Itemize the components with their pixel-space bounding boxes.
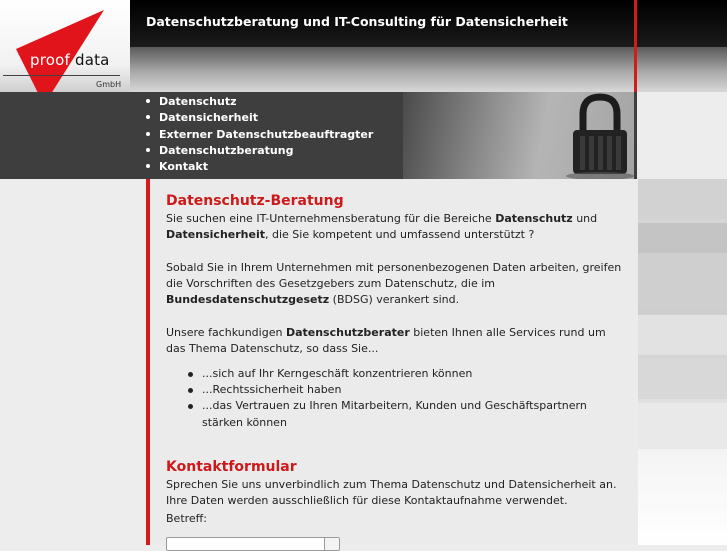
nav-item-label: Datensicherheit xyxy=(159,111,258,125)
intro-text-a: Sie suchen eine IT-Unternehmensberatung für die Bereiche xyxy=(166,212,496,225)
padlock-photo xyxy=(403,92,634,179)
logo-divider xyxy=(3,75,120,76)
nav-item-kontakt[interactable] xyxy=(146,159,373,175)
bullet-icon xyxy=(146,164,150,168)
law-keyword-bdsg: Bundesdatenschutzgesetz xyxy=(166,293,330,307)
subject-label: Betreff: xyxy=(166,512,207,526)
services-text-c: bieten Ihnen alle Services rund um das Thema Datenschutz, so dass Sie... xyxy=(166,326,606,356)
bullet-icon xyxy=(146,148,150,152)
nav-item-externer-datenschutzbeauftragter[interactable] xyxy=(146,127,373,143)
list-item: ...Rechtssicherheit haben xyxy=(186,382,626,398)
nav-item-datenschutz[interactable] xyxy=(146,94,373,110)
site-title: Datenschutzberatung und IT-Consulting für Datensicherheit xyxy=(146,14,568,29)
header-gradient-band xyxy=(130,47,727,92)
list-item: ...das Vertrauen zu Ihren Mitarbeitern, Kunden und Geschäftspartnern stärken können xyxy=(186,398,626,431)
right-decor-column xyxy=(637,179,727,545)
page-heading: Datenschutz-Beratung xyxy=(166,193,344,209)
logo[interactable] xyxy=(30,51,110,69)
intro-keyword-datenschutz: Datenschutz xyxy=(495,212,573,225)
list-item: ...sich auf Ihr Kerngeschäft konzentrieren können xyxy=(186,366,626,382)
chevron-down-icon[interactable] xyxy=(324,538,339,550)
law-paragraph xyxy=(166,260,626,309)
law-text-c: (BDSG) verankert sind. xyxy=(329,293,460,307)
nav-item-label: Datenschutzberatung xyxy=(159,143,294,157)
services-keyword-berater: Datenschutzberater xyxy=(285,326,410,340)
nav-strip xyxy=(0,92,637,179)
intro-paragraph xyxy=(166,211,626,244)
nav-item-datenschutzberatung[interactable] xyxy=(146,143,373,159)
bullet-icon xyxy=(146,115,150,119)
padlock-icon xyxy=(403,92,634,179)
logo-gmbh: GmbH xyxy=(96,80,122,89)
nav-item-label: Externer Datenschutzbeauftragter xyxy=(159,127,374,141)
decor-bands xyxy=(637,179,727,449)
bullet-icon xyxy=(146,99,150,103)
content-inner xyxy=(166,191,626,528)
header xyxy=(0,0,727,92)
services-text-a: Unsere fachkundigen xyxy=(166,326,286,340)
contact-heading: Kontaktformular xyxy=(166,458,297,475)
main-nav xyxy=(146,94,373,175)
nav-item-label: Kontakt xyxy=(159,160,208,174)
logo-word-proof: proof xyxy=(30,51,70,69)
contact-intro: Sprechen Sie uns unverbindlich zum Thema Datenschutz und Datensicherheit an. Ihre Daten werden ausschließlich für diese Kontaktaufnahme verwendet. xyxy=(166,477,617,508)
logo-word-data: data xyxy=(74,51,110,69)
bullet-icon xyxy=(146,132,150,136)
intro-text-c: und xyxy=(572,212,598,225)
nav-item-label: Datenschutz xyxy=(159,95,237,108)
law-text-a: Sobald Sie in Ihrem Unternehmen mit personenbezogenen Daten arbeiten, greifen die Vorschriften des Gesetzgebers zum Datenschutz, die im xyxy=(166,260,622,291)
main-content xyxy=(146,179,638,545)
benefits-list xyxy=(166,366,626,431)
nav-item-datensicherheit[interactable] xyxy=(146,110,373,126)
subject-select[interactable] xyxy=(166,537,340,551)
services-paragraph xyxy=(166,325,626,358)
intro-text-e: , die Sie kompetent und umfassend unterstützt ? xyxy=(264,228,535,242)
intro-keyword-datensicherheit: Datensicherheit xyxy=(166,228,265,242)
